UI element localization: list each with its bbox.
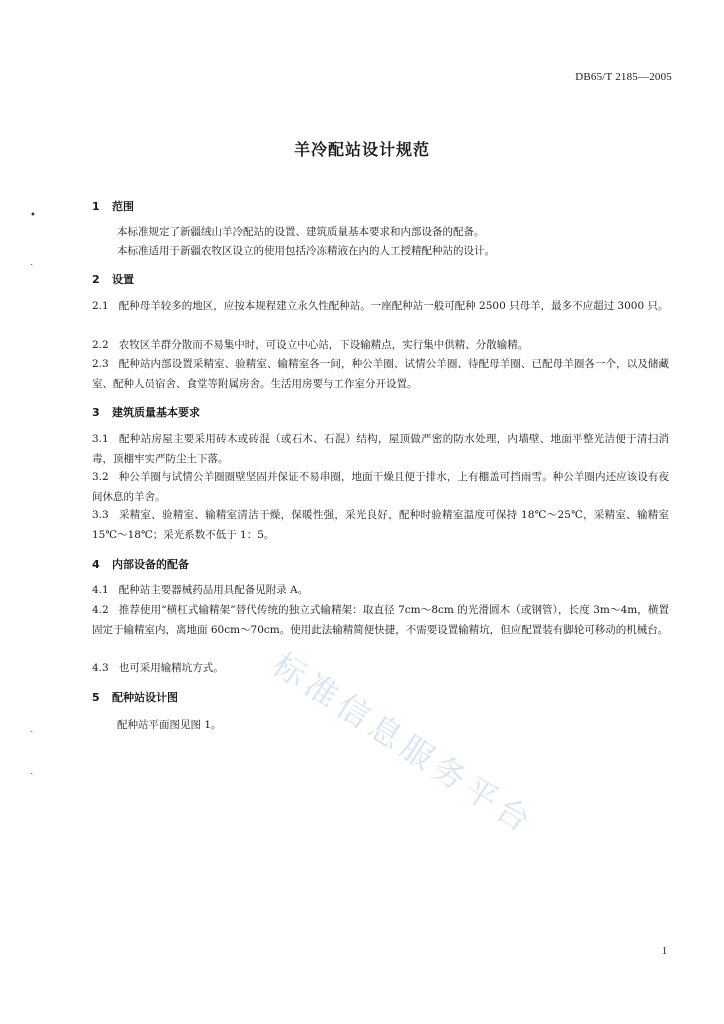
clause-2-3: 2.3 配种站内部设置采精室、验精室、输精室各一间，种公羊圈、试情公羊圈、待配母羊圈、已配母羊圈各一个，以及储藏室、配种人员宿舍、食堂等附属房舍。生活用房要与工作室分开设置。	[92, 358, 669, 390]
section-1-para-2: 本标准适用于新疆农牧区设立的使用包括冷冻精液在内的人工授精配种站的设计。	[117, 245, 495, 257]
watermark: 标准信息服务平台	[266, 645, 542, 843]
clause-2-2: 2.2 农牧区羊群分散而不易集中时，可设立中心站，下设输精点，实行集中供精、分散输精。	[92, 339, 529, 351]
clause-4-3: 4.3 也可采用输精坑方式。	[92, 662, 224, 674]
margin-mark: ˏ	[30, 255, 34, 266]
section-4-heading: 4 内部设备的配备	[92, 558, 189, 571]
margin-mark: •	[30, 210, 36, 221]
section-1-heading: 1 范围	[92, 200, 134, 213]
clause-2-1: 2.1 配种母羊较多的地区，应按本规程建立永久性配种站。一座配种站一般可配种 2500 只母羊，最多不应超过 3000 只。	[92, 300, 669, 312]
standard-code: DB65/T 2185—2005	[575, 71, 672, 83]
clause-4-1: 4.1 配种站主要器械药品用具配备见附录 A。	[92, 584, 309, 596]
clause-3-3: 3.3 采精室、验精室、输精室清洁干燥，保暖性强，采光良好，配种时验精室温度可保持 18℃～25℃，采精室、输精室 15℃～18℃；采光系数不低于 1：5。	[92, 509, 669, 541]
section-3-heading: 3 建筑质量基本要求	[92, 406, 200, 419]
margin-mark: ˎ	[30, 722, 34, 733]
section-1-para-1: 本标准规定了新疆绒山羊冷配站的设置、建筑质量基本要求和内部设备的配备。	[117, 226, 485, 238]
clause-3-1: 3.1 配种站房屋主要采用砖木或砖混（或石木、石混）结构，屋顶做严密的防水处理，内墙壁、地面平整光洁便于清扫消毒，顶棚牢实严防尘土下落。	[92, 433, 669, 465]
section-5-para-1: 配种站平面图见图 1。	[117, 719, 222, 731]
section-2-heading: 2 设置	[92, 273, 134, 286]
clause-4-2: 4.2 推荐使用“横杠式输精架”替代传统的独立式输精架：取直径 7cm～8cm 的光滑圆木（或钢管），长度 3m～4m，横置固定于输精室内，离地面 60cm～70cm。使用此法输精简便快捷，不需要设置输精坑，但应配置装有脚轮可移动的机械台。	[92, 604, 669, 636]
page-number: 1	[662, 946, 667, 957]
section-5-heading: 5 配种站设计图	[92, 691, 178, 704]
margin-mark: ˎ	[30, 764, 34, 775]
page-title: 羊冷配站设计规范	[293, 140, 430, 159]
clause-3-2: 3.2 种公羊圈与试情公羊圈圈壁坚固并保证不易串圈，地面干燥且便于排水，上有棚盖可挡雨雪。种公羊圈内还应该设有夜间休息的羊舍。	[92, 471, 669, 503]
